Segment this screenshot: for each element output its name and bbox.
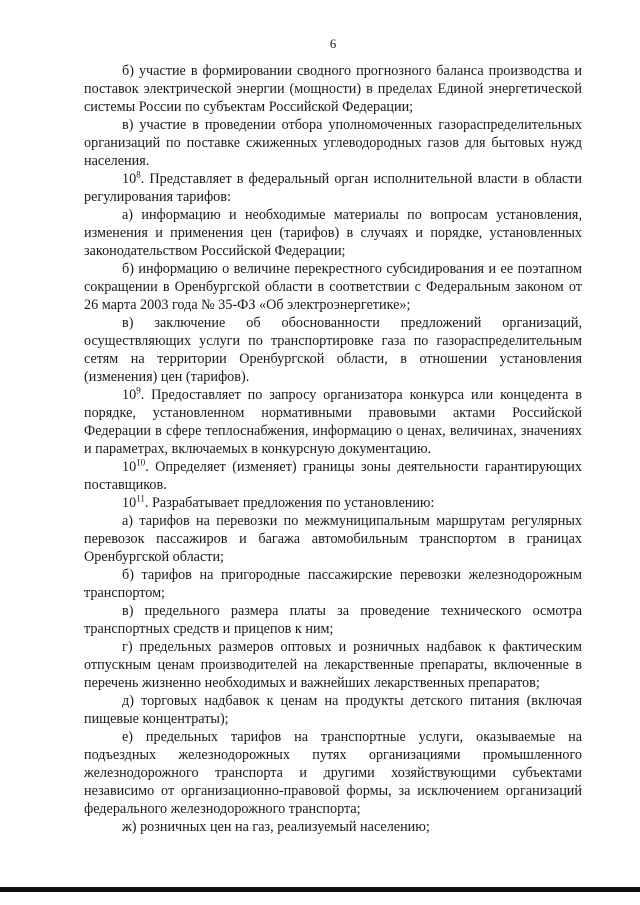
paragraph: в) участие в проведении отбора уполномоченных газораспределительных организаций по поставке сжиженных углеводородных газов для бытовых нужд населения. — [84, 117, 582, 169]
bottom-scan-border — [0, 887, 640, 892]
clause-superscript: 8 — [136, 169, 141, 180]
paragraph: б) информацию о величине перекрестного субсидирования и ее поэтапном сокращении в Оренбургской области в соответствии с Федеральным законом от 26 марта 2003 года № 35-ФЗ «Об электроэнергетике»; — [84, 261, 582, 313]
clause-number: 10 — [122, 171, 137, 187]
paragraph-text: . Представляет в федеральный орган исполнительной власти в области регулирования тарифов: — [84, 171, 582, 205]
paragraph-text: . Определяет (изменяет) границы зоны деятельности гарантирующих поставщиков. — [84, 459, 582, 493]
paragraph: а) тарифов на перевозки по межмуниципальным маршрутам регулярных перевозок пассажиров и багажа автомобильным транспортом в границах Оренбургской области; — [84, 513, 582, 565]
paragraph: а) информацию и необходимые материалы по вопросам установления, изменения и применения цен (тарифов) в случаях и порядке, установленных законодательством Российской Федерации; — [84, 207, 582, 259]
paragraph: в) заключение об обоснованности предложений организаций, осуществляющих услуги по транспортировке газа по газораспределительным сетям на территории Оренбургской области, в отношении установления (изменения) цен (тарифов). — [84, 315, 582, 385]
clause-number: 10 — [122, 387, 137, 403]
paragraph — [84, 458, 582, 494]
paragraph: д) торговых надбавок к ценам на продукты детского питания (включая пищевые концентраты); — [84, 693, 582, 727]
paragraph: б) тарифов на пригородные пассажирские перевозки железнодорожным транспортом; — [84, 567, 582, 601]
paragraph: б) участие в формировании сводного прогнозного баланса производства и поставок электрической энергии (мощности) в пределах Единой энергетической системы России по субъектам Российской Федерации; — [84, 63, 582, 115]
paragraph-text: . Предоставляет по запросу организатора конкурса или концедента в порядке, установленном нормативными правовыми актами Российской Федерации в сфере теплоснабжения, информацию о ценах, величинах, значениях и параметрах, включаемых в конкурсную документацию. — [84, 387, 582, 457]
paragraph — [84, 170, 582, 206]
paragraph: в) предельного размера платы за проведение технического осмотра транспортных средств и прицепов к ним; — [84, 603, 582, 637]
clause-superscript: 11 — [136, 493, 145, 504]
clause-superscript: 10 — [136, 457, 146, 468]
document-page — [84, 36, 582, 836]
clause-superscript: 9 — [136, 385, 141, 396]
clause-number: 10 — [122, 495, 137, 511]
paragraph — [84, 386, 582, 458]
paragraph-text: . Разрабатывает предложения по установлению: — [144, 495, 435, 511]
paragraph: г) предельных размеров оптовых и розничных надбавок к фактическим отпускным ценам производителей на лекарственные препараты, включенные в перечень жизненно необходимых и важнейших лекарственных препаратов; — [84, 639, 582, 691]
paragraph: е) предельных тарифов на транспортные услуги, оказываемые на подъездных железнодорожных путях организациями промышленного железнодорожного транспорта и другими хозяйствующими субъектами независимо от организационно-правовой формы, за исключением организаций федерального железнодорожного транспорта; — [84, 729, 582, 817]
page-number: 6 — [329, 36, 337, 51]
clause-number: 10 — [122, 459, 137, 475]
paragraph — [84, 494, 582, 512]
paragraph: ж) розничных цен на газ, реализуемый населению; — [122, 819, 430, 835]
